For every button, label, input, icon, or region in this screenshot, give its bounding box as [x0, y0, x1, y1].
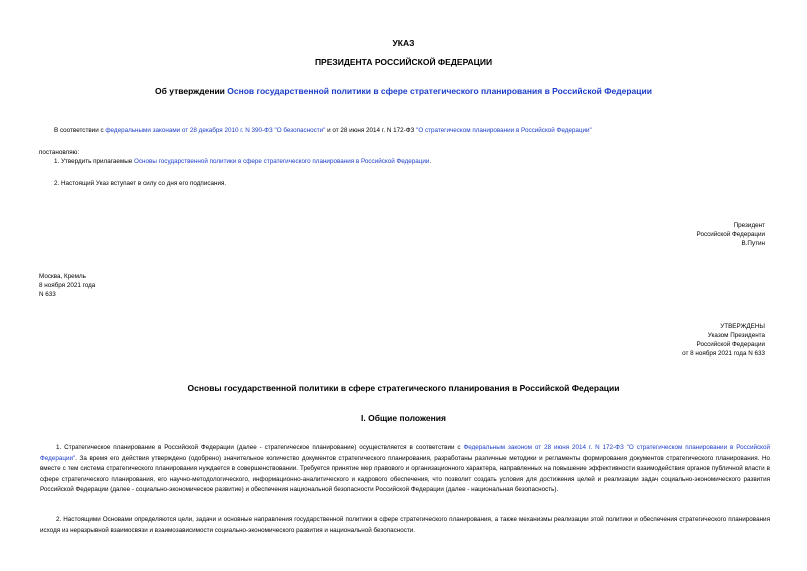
- paragraph-2: [40, 515, 770, 536]
- decree-title-prefix: Об утверждении: [155, 86, 228, 96]
- preamble-text-mid: и от 28 июня 2014 г. N 172-ФЗ: [325, 127, 417, 134]
- law-172-text-link[interactable]: Федеральным законом от 28 июня 2014 г. N 172-ФЗ "О стратегическом планировании в Российской Федерации": [40, 444, 770, 462]
- paragraph-1-rest: . За время его действия утверждено (одобрено) значительное количество документов стратегического планирования, разработаны различные методики и регламенты формирования документов стратегического планирования. Но вместе с тем система стратегического планирования нуждается в совершенствовании. Требуется принятие мер правового и организационного характера, направленных на повышение эффективности взаимодействия органов публичной власти в сфере стратегического планирования, его научно-методологического, информационно-аналитического и кадрового обеспечения, что позволит создать условия для достижения целей и реализации задач социально-экономического развития Российской Федерации (далее - социально-экономическое развитие) и обеспечения национальной безопасности Российской Федерации (далее - национальная безопасность).: [40, 454, 770, 493]
- signature-block: [697, 221, 765, 248]
- foundations-link[interactable]: Основы государственной политики в сфере стратегического планирования в Российской Федерации: [134, 158, 430, 165]
- law-172-link[interactable]: "О стратегическом планировании в Российской Федерации": [416, 127, 592, 134]
- decree-title-link[interactable]: Основ государственной политики в сфере стратегического планирования в Российской Федерации: [227, 86, 652, 96]
- approval-line-4: от 8 ноября 2021 года N 633: [682, 350, 765, 357]
- signature-line-1: Президент: [733, 222, 765, 229]
- place-date-block: [39, 272, 95, 299]
- approval-line-2: Указом Президента: [707, 332, 765, 339]
- approval-line-3: Российской Федерации: [696, 341, 765, 348]
- item-2: 2. Настоящий Указ вступает в силу со дня его подписания.: [54, 180, 227, 187]
- law-390-link[interactable]: федеральными законами от 28 декабря 2010 г. N 390-ФЗ "О безопасности": [105, 127, 326, 134]
- preamble-text-start: В соответствии с: [54, 127, 106, 134]
- doc-type-heading: УКАЗ: [392, 38, 415, 48]
- place: Москва, Кремль: [39, 273, 86, 280]
- paragraph-2-text: 2. Настоящими Основами определяются цели, задачи и основные направления государственной политики в сфере стратегического планирования, а также механизмы реализации этой политики и обеспечения стратегического планирования исходя из неразрывной взаимосвязи и взаимозависимости социально-экономического развития и национальной безопасности.: [40, 516, 770, 534]
- foundations-title: Основы государственной политики в сфере стратегического планирования в Российской Федерации: [187, 383, 620, 393]
- approval-line-1: УТВЕРЖДЕНЫ: [720, 323, 765, 330]
- item-1-suffix: .: [429, 158, 432, 165]
- decree-title: [0, 86, 807, 96]
- signature-line-2: Российской Федерации: [696, 231, 765, 238]
- decree-number: N 633: [39, 291, 56, 298]
- approval-block: [682, 322, 765, 358]
- decree-word: постановляю:: [39, 149, 80, 156]
- item-1: [54, 157, 431, 166]
- section-1-title: I. Общие положения: [361, 413, 446, 423]
- issuer-heading: ПРЕЗИДЕНТА РОССИЙСКОЙ ФЕДЕРАЦИИ: [314, 57, 493, 67]
- item-1-prefix: 1. Утвердить прилагаемые: [54, 158, 134, 165]
- paragraph-1: [40, 443, 770, 496]
- signature-line-3: В.Путин: [741, 240, 765, 247]
- paragraph-1-prefix: 1. Стратегическое планирование в Российской Федерации (далее - стратегическое планирование) осуществляется в соответствии с: [56, 444, 464, 451]
- preamble: [54, 126, 592, 135]
- date: 8 ноября 2021 года: [39, 282, 96, 289]
